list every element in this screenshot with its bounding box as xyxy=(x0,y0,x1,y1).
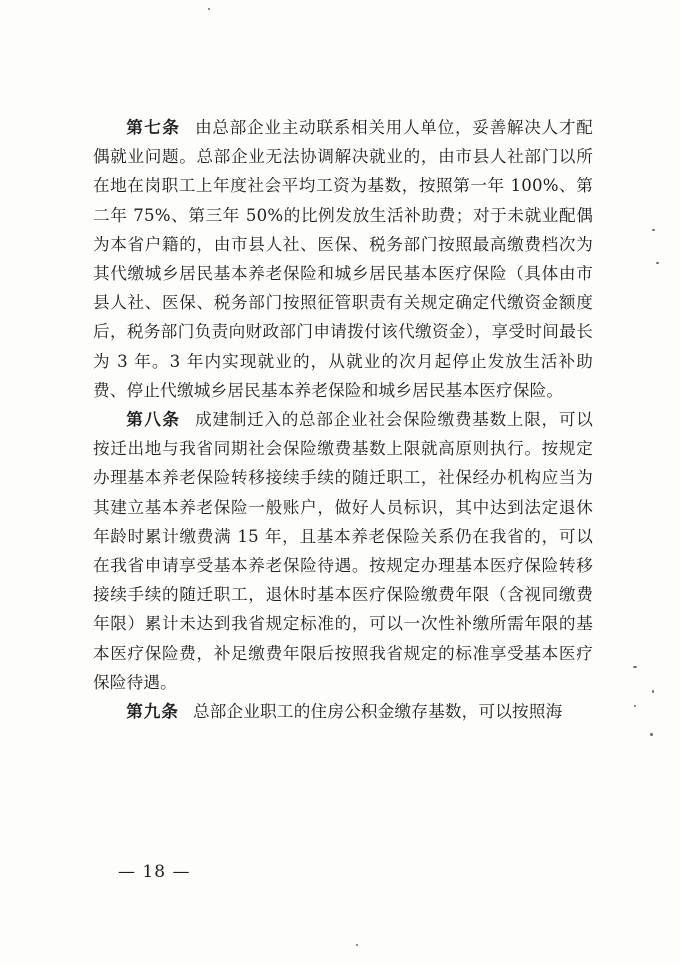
scan-speck xyxy=(650,733,653,736)
article-9-number: 第九条 xyxy=(126,702,179,722)
scan-speck xyxy=(634,705,636,707)
page-number: — 18 — xyxy=(118,862,191,882)
article-7-paragraph xyxy=(93,113,593,405)
article-7-number: 第七条 xyxy=(126,118,181,137)
article-8-text: 成建制迁入的总部企业社会保险缴费基数上限，可以按迁出地与我省同期社会保险缴费基数上限就高原则执行。按规定办理基本养老保险转移接续手续的随迁职工，社保经办机构应当为其建立基本养老保险一般账户，做好人员标识，其中达到法定退休年龄时累计缴费满 15 年，且基本养老保险关系仍在我省的，可以在我省申请享受基本养老保险待遇。按规定办理基本医疗保险转移接续手续的随迁职工，退休时基本医疗保险缴费年限（含视同缴费年限）累计未达到我省规定标准的，可以一次性补缴所需年限的基本医疗保险费，补足缴费年限后按照我省规定的标准享受基本医疗保险待遇。 xyxy=(93,410,593,692)
scan-speck xyxy=(652,690,654,693)
article-9-text: 总部企业职工的住房公积金缴存基数，可以按照海 xyxy=(192,702,563,722)
article-8-number: 第八条 xyxy=(126,410,181,430)
scan-speck xyxy=(633,666,637,668)
scan-speck xyxy=(208,8,210,10)
article-9-paragraph xyxy=(93,697,593,726)
document-body xyxy=(93,113,593,726)
article-7-text: 由总部企业主动联系相关用人单位，妥善解决人才配偶就业问题。总部企业无法协调解决就业的，由市县人社部门以所在地在岗职工上年度社会平均工资为基数，按照第一年 100%、第二年 75%、第三年 50%的比例发放生活补助费；对于未就业配偶为本省户籍的，由市县人社、医保、税务部门按照最高缴费档次为其代缴城乡居民基本养老保险和城乡居民基本医疗保险（具体由市县人社、医保、税务部门按照征管职责有关规定确定代缴资金额度后，税务部门负责向财政部门申请拨付该代缴资金），享受时间最长为 3 年。3 年内实现就业的，从就业的次月起停止发放生活补助费、停止代缴城乡居民基本养老保险和城乡居民基本医疗保险。 xyxy=(93,118,593,400)
scan-speck xyxy=(656,262,659,264)
scan-speck xyxy=(356,944,358,946)
article-8-paragraph xyxy=(93,405,593,697)
scan-speck xyxy=(652,229,655,231)
